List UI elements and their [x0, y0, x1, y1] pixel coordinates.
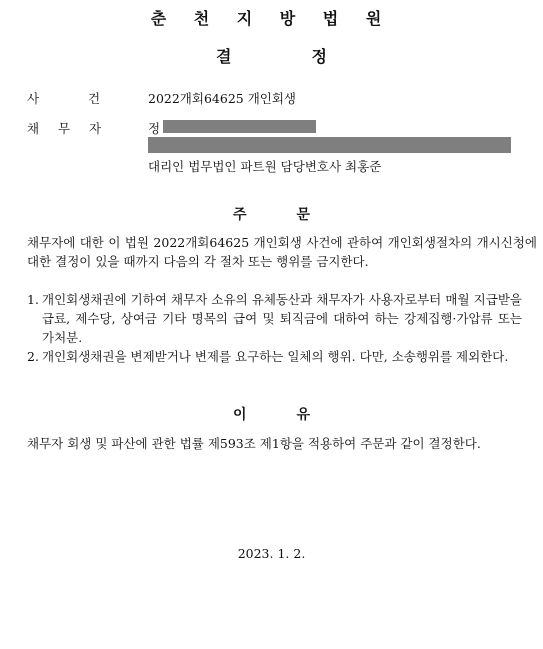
case-number: 2022개회64625 개인회생	[148, 91, 296, 106]
order-section-title: 주 문	[232, 207, 311, 223]
document-type-title	[0, 44, 543, 67]
case-label: 사 건	[27, 91, 101, 106]
order-item-text: 개인회생채권을 변제받거나 변제를 요구하는 일체의 행위. 다만, 소송행위를 제외한다.	[42, 349, 509, 364]
order-paragraph: 채무자에 대한 이 법원 2022개회64625 개인회생 사건에 관하여 개인회생절차의 개시신청에 대한 결정이 있을 때까지 다음의 각 절차 또는 행위를 금지한다.	[27, 235, 537, 269]
debtor-name-prefix: 정	[148, 121, 161, 136]
agent-line: 대리인 법무법인 파트원 담당변호사 최홍준	[148, 159, 382, 174]
order-item	[27, 347, 522, 366]
document-type-char: 정	[311, 47, 327, 66]
redacted-debtor-name	[163, 120, 316, 133]
redacted-debtor-address	[148, 137, 511, 153]
decision-date: 2023. 1. 2.	[237, 546, 306, 561]
order-item-number: 2.	[27, 349, 39, 364]
order-item-text: 개인회생채권에 기하여 채무자 소유의 유체동산과 채무자가 사용자로부터 매월 지급받을 급료, 제수당, 상여금 기타 명목의 급여 및 퇴직금에 대하여 하는 강제집행·가압류 또는 가처분.	[42, 292, 522, 345]
order-item-number: 1.	[27, 292, 39, 307]
order-item	[27, 290, 522, 347]
document-type-char: 결	[216, 47, 232, 66]
debtor-label: 채 무 자	[27, 121, 102, 136]
court-name: 춘 천 지 방 법 원	[150, 9, 393, 28]
reason-paragraph: 채무자 회생 및 파산에 관한 법률 제593조 제1항을 적용하여 주문과 같이 결정한다.	[27, 436, 481, 451]
reason-section-title: 이 유	[232, 407, 311, 423]
